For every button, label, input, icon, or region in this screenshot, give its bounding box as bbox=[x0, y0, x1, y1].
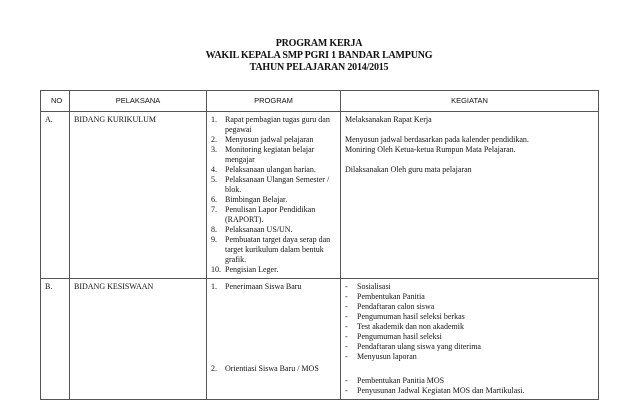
row-a-pelaksana: BIDANG KURIKULUM bbox=[70, 112, 207, 279]
program-list bbox=[211, 364, 336, 374]
list-item: - Pengumuman hasil seleksi berkas bbox=[345, 312, 465, 321]
program-item: 2. Orientiasi Siswa Baru / MOS bbox=[211, 364, 319, 373]
program-item: 1. Rapat pembagian tugas guru dan pegawai bbox=[211, 115, 330, 134]
list-item: - Pembentukan Panitia bbox=[345, 292, 425, 301]
kegiatan-list bbox=[345, 376, 594, 396]
header-kegiatan: KEGIATAN bbox=[341, 91, 599, 112]
row-a-no: A. bbox=[41, 112, 70, 279]
kegiatan-text: Moniring Oleh Ketua-ketua Rumpun Mata Pelajaran. bbox=[345, 145, 516, 154]
row-a-program bbox=[207, 112, 341, 279]
program-list bbox=[211, 115, 336, 275]
title-line-1: PROGRAM KERJA bbox=[275, 38, 363, 49]
list-item: - Pembentukan Panitia MOS bbox=[345, 376, 445, 385]
program-item: 3. Monitoring kegiatan belajar mengajar bbox=[211, 145, 315, 164]
row-b-program bbox=[207, 279, 341, 400]
program-item: 6. Bimbingan Belajar. bbox=[211, 195, 288, 204]
kegiatan-list bbox=[345, 282, 594, 362]
row-b-no: B. bbox=[41, 279, 70, 400]
row-a-kegiatan bbox=[341, 112, 599, 279]
kegiatan-text: Melaksanakan Rapat Kerja bbox=[345, 115, 432, 124]
table-row bbox=[41, 279, 599, 400]
program-table bbox=[40, 90, 599, 400]
program-item: 5. Pelaksanaan Ulangan Semester / blok. bbox=[211, 175, 330, 194]
document-title bbox=[0, 38, 638, 74]
header-no: NO bbox=[41, 91, 70, 112]
header-pelaksana: PELAKSANA bbox=[70, 91, 207, 112]
program-list bbox=[211, 282, 336, 292]
program-item: 9. Pembuatan target daya serap dan target kurikulum dalam bentuk grafik. bbox=[211, 235, 331, 264]
list-item: - Menyusun laporan bbox=[345, 352, 417, 361]
row-b-pelaksana: BIDANG KESISWAAN bbox=[70, 279, 207, 400]
list-item: - Sosialisasi bbox=[345, 282, 391, 291]
kegiatan-text: Menyusun jadwal berdasarkan pada kalender pendidikan. bbox=[345, 135, 529, 144]
list-item: - Pengumuman hasil seleksi bbox=[345, 332, 442, 341]
row-b-kegiatan bbox=[341, 279, 599, 400]
program-item: 10. Pengisian Leger. bbox=[211, 265, 279, 274]
header-program: PROGRAM bbox=[207, 91, 341, 112]
title-line-2: WAKIL KEPALA SMP PGRI 1 BANDAR LAMPUNG bbox=[205, 50, 433, 61]
list-item: - Test akademik dan non akademik bbox=[345, 322, 464, 331]
kegiatan-text: Dilaksanakan Oleh guru mata pelajaran bbox=[345, 165, 472, 174]
program-item: 8. Pelaksanaan US/UN. bbox=[211, 225, 293, 234]
title-line-3: TAHUN PELAJARAN 2014/2015 bbox=[249, 62, 389, 73]
list-item: - Pendaftaran ulang siswa yang diterima bbox=[345, 342, 481, 351]
program-item: 7. Penulisan Lapor Pendidikan (RAPORT). bbox=[211, 205, 316, 224]
table-header-row bbox=[41, 91, 599, 112]
list-item: - Penyusunan Jadwal Kegiatan MOS dan Martikulasi. bbox=[345, 386, 525, 395]
program-item: 4. Pelaksanaan ulangan harian. bbox=[211, 165, 316, 174]
table-row bbox=[41, 112, 599, 279]
program-item: 1. Penerimaan Siswa Baru bbox=[211, 282, 302, 291]
program-item: 2. Menyusun jadwal pelajaran bbox=[211, 135, 314, 144]
list-item: - Pendaftaran calon siswa bbox=[345, 302, 435, 311]
